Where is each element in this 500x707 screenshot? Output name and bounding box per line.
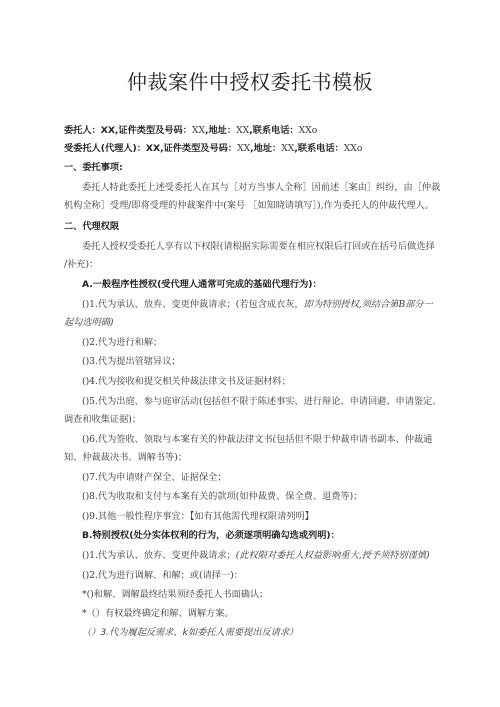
general-item-1-continuation: 起勾选明确) (64, 317, 114, 328)
general-authority-heading: A.一般程序性授权(受代理人通常可完成的基础代理行为)： (82, 279, 322, 290)
principal-phone-value: XXo (298, 125, 318, 136)
special-authority-heading: B.特别授权(处分实体权利的行为，必须逐项明确勾选或列明)： (82, 530, 340, 541)
principal-line (64, 122, 317, 136)
general-item-1-text: ()1.代为承认、放弃、变更仲裁请求；(若包含成衣灰， (82, 299, 304, 310)
principal-id-value: XX (191, 125, 206, 136)
agent-phone-label: ,联系电话： (294, 143, 344, 154)
agent-phone-value: XXo (343, 143, 363, 154)
general-item-6-line1: ()6.代为签收、领取与本案有关的仲裁法律文书(包括但不限于仲裁申请书副本、仲裁通 (82, 434, 433, 445)
section1-paragraph-line2: 机构全称］受理/即将受理的仲裁案件中(案号 ［如知晓请填写］),作为委托人的仲裁代理人。 (64, 200, 434, 211)
principal-address-label: ,地址： (205, 125, 237, 136)
general-item-2: ()2.代为进行和解； (82, 337, 163, 348)
special-item-2: ()2.代为进行调解、和解；或(请择一)： (82, 570, 243, 581)
section2-intro-line2: /补充)： (64, 259, 99, 270)
general-item-5-line1: ()5.代为出庭、参与庭审活动(包括但不限于陈述事实、进行辩论、申请回避、申请鉴定、 (82, 396, 442, 407)
section1-heading: 一、委托事项: (64, 162, 123, 173)
section1-paragraph-line1: 委托人特此委托上述受委托人在其与［对方当事人全称］因前述［案由］纠纷，由［仲裁 (82, 182, 441, 193)
agent-line (64, 140, 362, 154)
special-item-1-note: (此权限对委托人权益影响重大,授予须特别谨慎) (235, 550, 430, 561)
general-item-1 (82, 296, 433, 310)
general-item-5-line2: 调查和收集证据)； (64, 414, 142, 425)
section2-heading: 二、代理权限 (64, 221, 120, 232)
general-item-4: ()4.代为接收和提交相关仲裁法律文书及证据材料； (82, 376, 291, 387)
general-item-8: ()8.代为收取和支付与本案有关的款项(如仲裁费、保全费、退费等)； (82, 491, 363, 502)
agent-address-value: XX (281, 143, 295, 154)
general-item-3: ()3.代为提出管辖异议； (82, 356, 181, 367)
section2-intro-line1: 委托人授权受委托人享有以下权限(请根据实际需要在相应权限后打回或在括号后做选择 (82, 241, 435, 252)
special-item-2-option-b: *（）有权最终确定和解、调解方案。 (82, 608, 234, 619)
principal-label: 委托人：XX,证件类型及号码： (64, 125, 192, 136)
agent-label: 受委托人(代理人)：XX,证件类型及号码： (64, 143, 238, 154)
general-item-1-note: 即为特别授权,须结合第B部分一 (303, 299, 433, 310)
general-item-7: ()7.代为申请财产保全、证据保全； (82, 472, 227, 483)
general-item-6-line2: 知、仲裁裁决书、调解书等)； (64, 452, 188, 463)
special-item-1-text: ()1.代为承认、放弃、变更仲裁请求； (82, 550, 236, 561)
special-item-2-option-a: *()和解、调解最终结果须经委托人书面确认； (82, 589, 269, 600)
page-title: 仲裁案件中授权委托书模板 (127, 70, 373, 94)
principal-address-value: XX (236, 125, 250, 136)
general-item-9: ()9.其他一般性程序事宜：【如有其他需代理权限请列明】 (82, 511, 314, 522)
special-item-1 (82, 547, 430, 561)
agent-address-label: ,地址： (250, 143, 282, 154)
agent-id-value: XX (237, 143, 251, 154)
special-item-3: （）3.代为履起反需求，k如委托人需要提出反请求） (82, 627, 299, 638)
principal-phone-label: ,联系电话： (249, 125, 299, 136)
